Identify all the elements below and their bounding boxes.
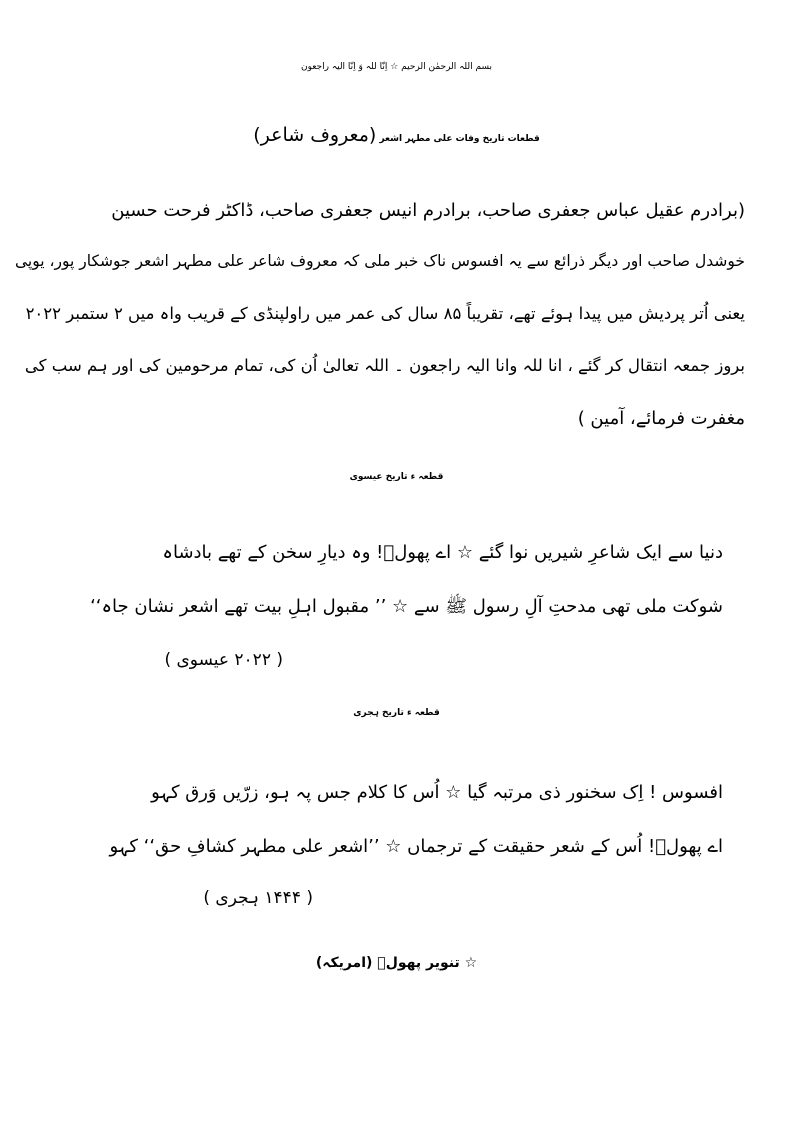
verse-line: افسوس ! اِک سخنور ذی مرتبہ گیا ☆ اُس کا کلام جس پہ ہو، زرّیں وَرق کہو <box>151 782 723 803</box>
page-title <box>0 124 793 147</box>
intro-line: (برادرم عقیل عباس جعفری صاحب، برادرم انیس جعفری صاحب، ڈاکٹر فرحت حسین <box>111 200 745 221</box>
intro-line: بروز جمعہ انتقال کر گئے ، انا للہ وانا الیہ راجعون ۔ اللہ تعالیٰ اُن کی، تمام مرحومین کی اور ہم سب کی <box>24 356 745 375</box>
hijri-year: ( ۱۴۴۴ ہجری ) <box>203 888 313 908</box>
intro-line: یعنی اُتر پردیش میں پیدا ہوئے تھے، تقریباً ۸۵ سال کی عمر میں راولپنڈی کے قریب واہ میں ۲ ستمبر ۲۰۲۲ <box>25 304 745 323</box>
page-title-subtitle: (معروف شاعر) <box>253 124 377 146</box>
author-signature: ☆ تنویر پھولؔ (امریکہ) <box>315 955 478 971</box>
section-title-gregorian: قطعہ ء تاریخ عیسوی <box>349 472 444 482</box>
verse-line: اے پھولؔ! اُس کے شعر حقیقت کے ترجماں ☆ ’’اشعر علی مطہر کشافِ حق‘‘ کہو <box>109 836 723 857</box>
intro-line: مغفرت فرمائے، آمین ) <box>577 408 745 429</box>
verse-line: دنیا سے ایک شاعرِ شیریں نوا گئے ☆ اے پھولؔ! وہ دیارِ سخن کے تھے بادشاہ <box>162 542 723 563</box>
page-title-main: قطعات تاریخ وفات علی مطہر اشعر <box>379 134 540 144</box>
section-title-hijri: قطعہ ء تاریخ ہجری <box>353 708 440 718</box>
bismillah-line: بسم اللہ الرحمٰن الرحیم ☆ اِنّا للہ وَ اِنّا الیہ راجعون <box>300 62 493 72</box>
intro-line: خوشدل صاحب اور دیگر ذرائع سے یہ افسوس ناک خبر ملی کہ معروف شاعر علی مطہر اشعر جوشکار پور، یوپی <box>15 252 745 270</box>
gregorian-year: ( ۲۰۲۲ عیسوی ) <box>164 650 283 670</box>
verse-line: شوکت ملی تھی مدحتِ آلِ رسول ﷺ سے ☆ ’’ مقبول اہلِ بیت تھے اشعر نشان جاہ‘‘ <box>90 596 723 617</box>
